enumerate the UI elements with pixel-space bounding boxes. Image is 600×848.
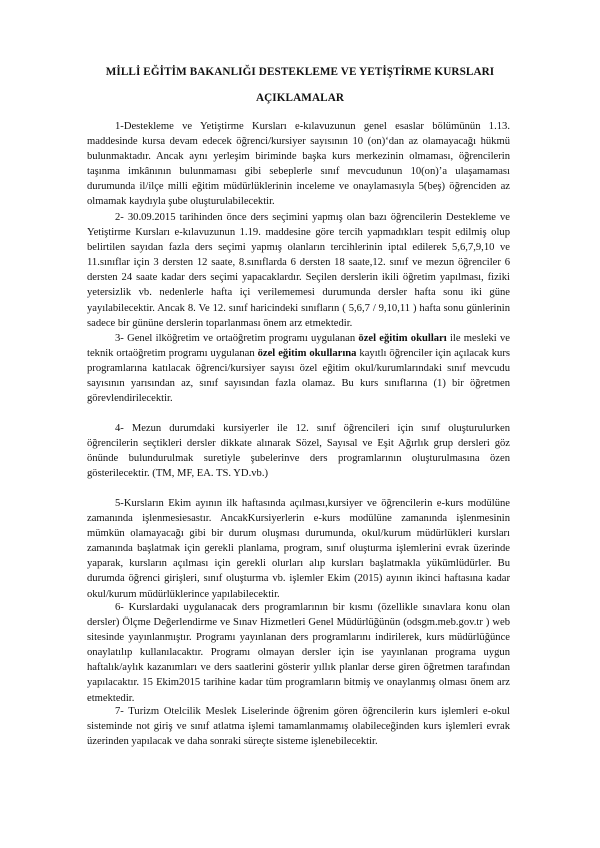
paragraph-3-bold-a: özel eğitim okulları xyxy=(358,333,447,344)
document-title: MİLLİ EĞİTİM BAKANLIĞI DESTEKLEME VE YETİŞTİRME KURSLARI xyxy=(105,66,495,78)
paragraph-7: 7- Turizm Otelcilik Meslek Liselerinde öğrenim gören öğrencilerin kurs işlemleri e-okul sisteminde not giriş ve sınıf atlatma işlemi tamamlanmamış olabileceğinden kurs işlemleri evrak üzerinden yapılacak ve daha sonraki süreçte sisteme işlenebilecektir. xyxy=(87,706,510,748)
document-subtitle: AÇIKLAMALAR xyxy=(255,92,345,104)
paragraph-3-text-b: ile mesleki ve teknik ortaöğretim programı uygulanan xyxy=(87,333,510,360)
paragraph-1: 1-Destekleme ve Yetiştirme Kursları e-kılavuzunun genel esaslar bölümünün 1.13. maddesinde kursa devam edecek öğrenci/kursiyer sayısının 10 (on)‘dan az olamayacağı hükmü bulunmaktadır. Ancak aynı yerleşim biriminde başka kurs merkezinin olmaması, öğrencilerin taşınma imkânının bulunmaması gibi sebeplerle sınıf mevcudunun 10(on)’a ulaşamaması durumunda il/ilçe milli eğitim müdürlüklerinin inceleme ve onaylamasıyla 5(beş) öğrenciden az olmamak kaydıyla şube oluşturulabilecektir. xyxy=(87,121,510,208)
paragraph-3-bold-b: özel eğitim okullarına xyxy=(257,348,357,360)
paragraph-4: 4- Mezun durumdaki kursiyerler ile 12. sınıf öğrencileri için sınıf oluşturulurken öğrencilerin seçtikleri dersler dikkate alınarak Sözel, Sayısal ve Eşit Ağırlık grup dersleri göz önünde bulundurulmak suretiyle şubelerinve ders programlarının oluşturulmasına özen gösterilecektir. (TM, MF, EA. TS. YD.vb.) xyxy=(87,423,510,480)
paragraph-5: 5-Kursların Ekim ayının ilk haftasında açılması,kursiyer ve öğrencilerin e-kurs modülüne zamanında işlenmesiesastır. AncakKursiyerlerin e-kurs modülüne zamanında işlenmesinin mümkün olamayacağı gibi bir durum oluşması durumunda, okul/kurum müdürlükleri kursları zamanında başlatmak için gerekli planlama, program, sınıf oluşturma işlemlerini evrak üzerinde yaparak, kursların açılması için gerekli olurları alıp kursları başlatmakla yükümlüdürler. Bu durumda öğrenci girişleri, sınıf oluşturma vb. işlemler Ekim (2015) ayının ikinci haftasına kadar okul/kurum müdürlüklerince yapılabilecektir. xyxy=(87,498,510,600)
paragraph-3 xyxy=(87,331,510,406)
paragraph-3-text-a: 3- Genel ilköğretim ve ortaöğretim programı uygulanan xyxy=(115,333,359,344)
paragraph-3-text-c: kayıtlı öğrenciler için açılacak kurs programlarına katılacak öğrenci/kursiyer sayısı özel eğitim okul/kurumlarındaki sınıf mevcudu sayısının yarısından az, sınıf sayısından fazla olamaz. Bu kurs sınıflarına (1) bir öğretmen görevlendirilecektir. xyxy=(87,348,510,405)
paragraph-6: 6- Kurslardaki uygulanacak ders programlarının bir kısmı (özellikle sınavlara konu olan dersler) Ölçme Değerlendirme ve Sınav Hizmetleri Genel Müdürlüğünün (odsgm.meb.gov.tr ) web sitesinde yayınlanmıştır. Programı yayınlanan ders programlarını indirilerek, kurs müdürlüğünce onaylatılıp kullanılacaktır. Programı olmayan dersler için ise yayınlanan programa uygun haftalık/aylık kazanımları ve ders saatlerini gösterir yıllık planlar derse giren öğretmen tarafından yapılacaktır. 15 Ekim2015 tarihine kadar tüm programların bitmiş ve onaylanmış olması önem arz etmektedir. xyxy=(87,602,510,704)
paragraph-2: 2- 30.09.2015 tarihinden önce ders seçimini yapmış olan bazı öğrencilerin Destekleme ve Yetiştirme Kursları e-kılavuzunun 1.19. maddesine göre tercih yapmadıkları tespit edilmiş olup belirtilen sayıdan fazla ders seçimi yapmış olanların tercihlerinin iptal edilerek 5,6,7,9,10 ve 11.sınıflar için 3 dersten 12 saate, 8.sınıflarda 6 dersten 18 saate,12. sınıf ve mezun öğrenciler 6 dersten 24 saate kadar ders seçimi yapacaklardır. Seçilen derslerin ikili öğretim yapılması, fiziki yetersizlik vb. nedenlerle hafta içi verilememesi durumunda dersler hafta sonu iki güne yayılabilecektir. Ancak 8. Ve 12. sınıf haricindeki sınıfların ( 5,6,7 / 9,10,11 ) hafta sonu günlerinin sadece bir gününe derslerin toparlanması önem arz etmektedir. xyxy=(87,212,510,329)
